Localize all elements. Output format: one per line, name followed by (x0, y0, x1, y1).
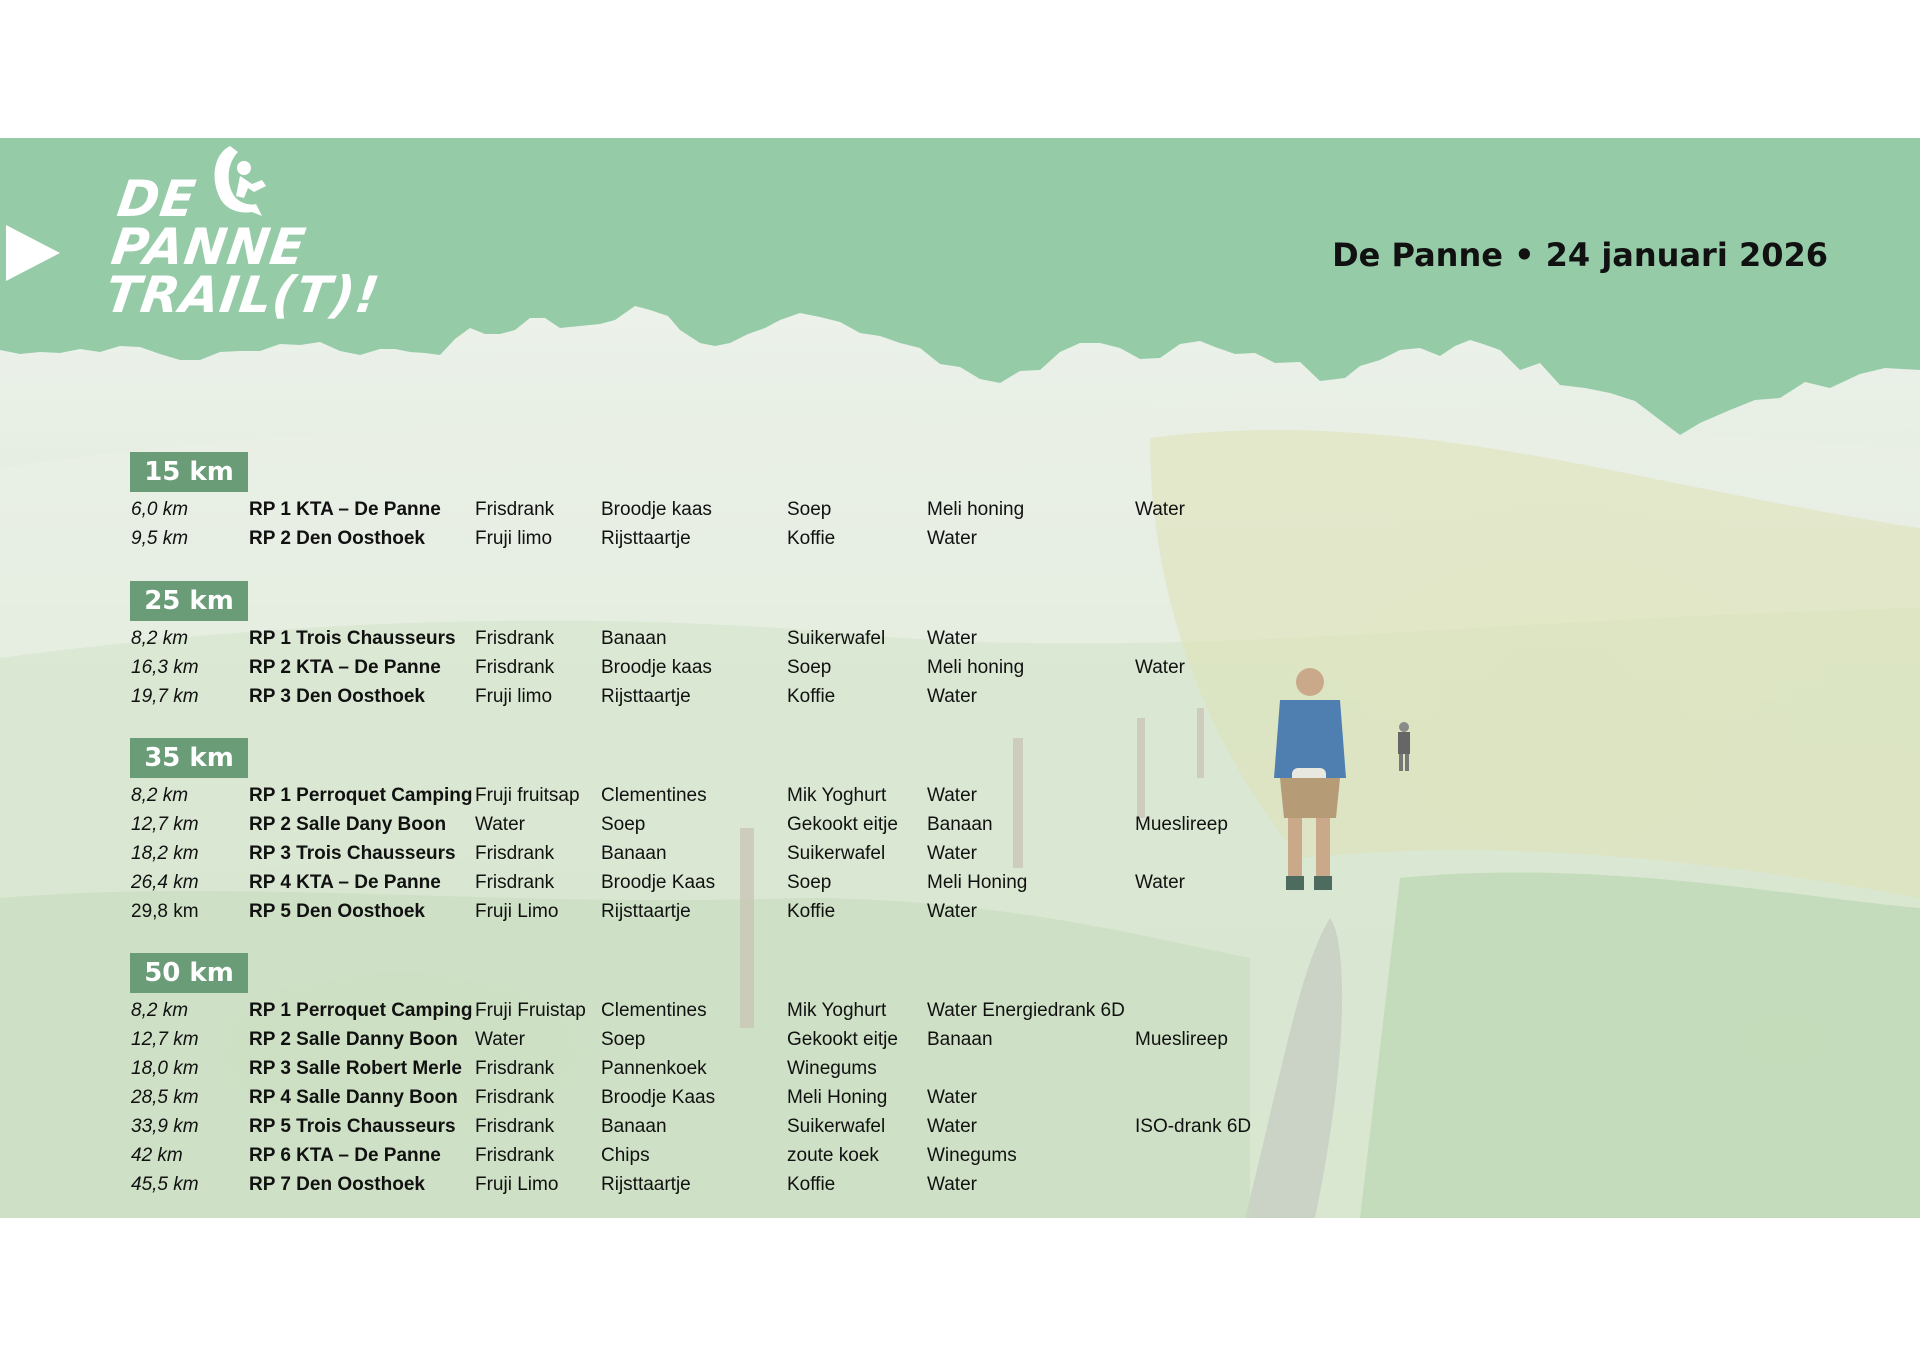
table-row (0, 839, 1400, 868)
row-item: Clementines (601, 785, 707, 806)
row-item: Suikerwafel (787, 1116, 886, 1137)
row-item: Water (927, 628, 977, 649)
table-row (0, 524, 1400, 553)
row-distance: 12,7 km (131, 814, 199, 835)
row-item: Mueslireep (1135, 1029, 1228, 1050)
distant-hiker-illustration (1392, 721, 1416, 773)
row-item: Fruji Limo (475, 901, 559, 922)
row-item: Winegums (787, 1058, 877, 1079)
runner-logo-icon (200, 140, 270, 218)
row-item: Water (927, 1116, 977, 1137)
row-item: Banaan (927, 814, 993, 835)
row-item: ISO-drank 6D (1135, 1116, 1252, 1137)
table-row (0, 897, 1400, 926)
table-row (0, 1025, 1400, 1054)
event-title: De Panne • 24 januari 2026 (1332, 236, 1828, 274)
row-item: Water (927, 686, 977, 707)
row-item: Water (927, 901, 977, 922)
row-item: Koffie (787, 1174, 836, 1195)
distance-badge: 50 km (130, 953, 248, 993)
row-rest-point: RP 2 Salle Danny Boon (249, 1029, 458, 1050)
row-item: Frisdrank (475, 499, 555, 520)
row-item: Fruji limo (475, 528, 553, 549)
row-distance: 12,7 km (131, 1029, 199, 1050)
row-item: Water (1135, 872, 1185, 893)
row-item: Frisdrank (475, 1145, 555, 1166)
row-item: zoute koek (787, 1145, 879, 1166)
row-distance: 6,0 km (131, 499, 189, 520)
row-rest-point: RP 1 Perroquet Camping (249, 1000, 473, 1021)
row-distance: 42 km (131, 1145, 183, 1166)
row-item: Frisdrank (475, 872, 555, 893)
table-row (0, 1170, 1400, 1199)
row-item: Meli Honing (927, 872, 1028, 893)
table-row (0, 653, 1400, 682)
row-rest-point: RP 1 Trois Chausseurs (249, 628, 456, 649)
row-item: Mik Yoghurt (787, 1000, 887, 1021)
table-row (0, 996, 1400, 1025)
row-distance: 18,0 km (131, 1058, 199, 1079)
row-item: Koffie (787, 901, 836, 922)
row-rest-point: RP 2 KTA – De Panne (249, 657, 441, 678)
row-item: Frisdrank (475, 657, 555, 678)
row-rest-point: RP 3 Trois Chausseurs (249, 843, 456, 864)
row-distance: 29,8 km (131, 901, 199, 922)
row-item: Soep (601, 814, 646, 835)
row-item: Suikerwafel (787, 628, 886, 649)
row-item: Water (927, 1174, 977, 1195)
distance-badge: 15 km (130, 452, 248, 492)
row-item: Meli honing (927, 499, 1025, 520)
row-item: Water Energiedrank 6D (927, 1000, 1125, 1021)
row-item: Clementines (601, 1000, 707, 1021)
row-rest-point: RP 2 Salle Dany Boon (249, 814, 447, 835)
row-item: Water (475, 814, 525, 835)
row-distance: 33,9 km (131, 1116, 199, 1137)
table-row (0, 682, 1400, 711)
row-item: Broodje Kaas (601, 1087, 716, 1108)
row-item: Frisdrank (475, 628, 555, 649)
row-item: Soep (601, 1029, 646, 1050)
row-rest-point: RP 6 KTA – De Panne (249, 1145, 441, 1166)
row-item: Rijsttaartje (601, 1174, 691, 1195)
row-rest-point: RP 4 Salle Danny Boon (249, 1087, 458, 1108)
row-distance: 28,5 km (131, 1087, 199, 1108)
row-item: Water (927, 785, 977, 806)
row-distance: 45,5 km (131, 1174, 199, 1195)
table-row (0, 1083, 1400, 1112)
row-rest-point: RP 3 Den Oosthoek (249, 686, 425, 707)
row-distance: 26,4 km (131, 872, 199, 893)
row-item: Soep (787, 657, 832, 678)
row-item: Koffie (787, 686, 836, 707)
row-item: Gekookt eitje (787, 814, 898, 835)
row-distance: 9,5 km (131, 528, 189, 549)
table-row (0, 1141, 1400, 1170)
row-item: Winegums (927, 1145, 1017, 1166)
row-item: Frisdrank (475, 1116, 555, 1137)
poster-background (0, 138, 1920, 1218)
row-item: Broodje Kaas (601, 872, 716, 893)
row-item: Pannenkoek (601, 1058, 707, 1079)
table-row (0, 810, 1400, 839)
brand-logo (101, 140, 384, 330)
row-item: Water (927, 528, 977, 549)
row-distance: 8,2 km (131, 785, 189, 806)
distance-badge: 25 km (130, 581, 248, 621)
row-item: Water (1135, 499, 1185, 520)
logo-line-3: TRAIL(T)! (101, 266, 384, 324)
row-rest-point: RP 7 Den Oosthoek (249, 1174, 425, 1195)
row-rest-point: RP 3 Salle Robert Merle (249, 1058, 462, 1079)
row-item: Mik Yoghurt (787, 785, 887, 806)
row-item: Banaan (601, 628, 667, 649)
row-item: Water (927, 1087, 977, 1108)
row-item: Rijsttaartje (601, 528, 691, 549)
row-item: Frisdrank (475, 1058, 555, 1079)
row-item: Banaan (927, 1029, 993, 1050)
row-item: Suikerwafel (787, 843, 886, 864)
row-item: Chips (601, 1145, 650, 1166)
distance-badge: 35 km (130, 738, 248, 778)
row-item: Soep (787, 499, 832, 520)
row-item: Broodje kaas (601, 657, 712, 678)
row-item: Frisdrank (475, 843, 555, 864)
row-item: Fruji fruitsap (475, 785, 580, 806)
row-item: Meli honing (927, 657, 1025, 678)
row-rest-point: RP 5 Den Oosthoek (249, 901, 425, 922)
row-item: Mueslireep (1135, 814, 1228, 835)
row-item: Water (927, 843, 977, 864)
row-item: Meli Honing (787, 1087, 888, 1108)
logo-line-1: DE (113, 170, 200, 228)
table-row (0, 868, 1400, 897)
table-row (0, 1112, 1400, 1141)
row-item: Soep (787, 872, 832, 893)
row-item: Banaan (601, 843, 667, 864)
row-item: Water (1135, 657, 1185, 678)
row-distance: 18,2 km (131, 843, 199, 864)
row-item: Fruji Fruistap (475, 1000, 586, 1021)
row-item: Broodje kaas (601, 499, 712, 520)
row-item: Water (475, 1029, 525, 1050)
row-rest-point: RP 1 Perroquet Camping (249, 785, 473, 806)
row-item: Rijsttaartje (601, 686, 691, 707)
row-distance: 16,3 km (131, 657, 199, 678)
row-item: Gekookt eitje (787, 1029, 898, 1050)
table-row (0, 624, 1400, 653)
row-distance: 8,2 km (131, 628, 189, 649)
row-distance: 19,7 km (131, 686, 199, 707)
row-rest-point: RP 5 Trois Chausseurs (249, 1116, 456, 1137)
table-row (0, 781, 1400, 810)
logo-line-2: PANNE (107, 218, 310, 276)
table-row (0, 495, 1400, 524)
row-item: Koffie (787, 528, 836, 549)
play-arrow-icon (6, 225, 60, 281)
row-item: Banaan (601, 1116, 667, 1137)
row-item: Fruji Limo (475, 1174, 559, 1195)
row-item: Frisdrank (475, 1087, 555, 1108)
row-item: Fruji limo (475, 686, 553, 707)
row-distance: 8,2 km (131, 1000, 189, 1021)
table-row (0, 1054, 1400, 1083)
row-rest-point: RP 4 KTA – De Panne (249, 872, 441, 893)
row-rest-point: RP 2 Den Oosthoek (249, 528, 425, 549)
row-rest-point: RP 1 KTA – De Panne (249, 499, 441, 520)
row-item: Rijsttaartje (601, 901, 691, 922)
